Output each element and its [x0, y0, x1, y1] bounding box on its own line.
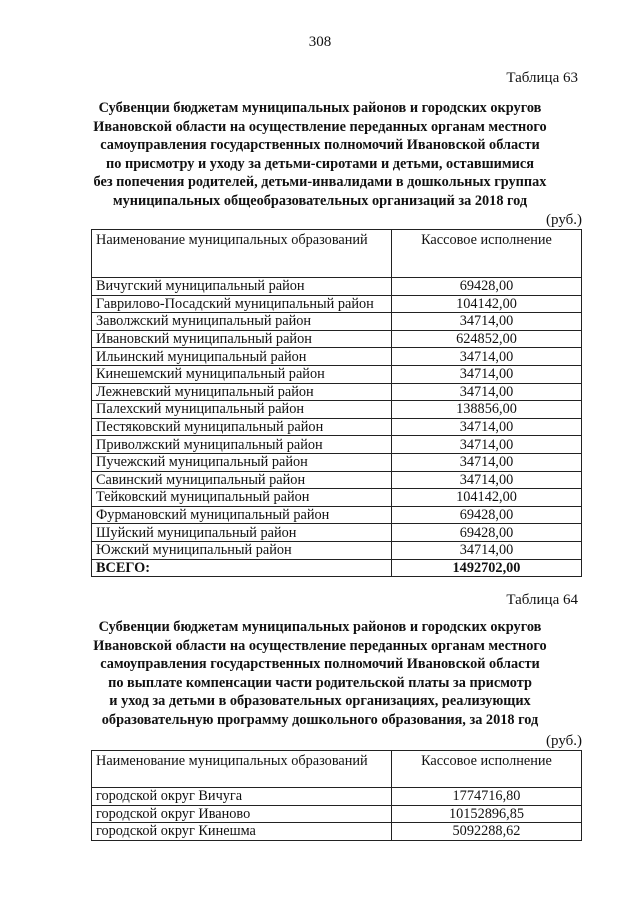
municipality-name-cell: Шуйский муниципальный район	[92, 524, 392, 542]
title-line: по присмотру и уходу за детьми-сиротами и детьми, оставшимися	[106, 155, 534, 172]
title-line: по выплате компенсации части родительской платы за присмотр	[108, 674, 532, 691]
amount-cell: 69428,00	[392, 278, 582, 296]
table-row	[92, 436, 582, 454]
title-line: Ивановской области на осуществление переданных органам местного	[93, 118, 547, 135]
title-line: образовательную программу дошкольного образования, за 2018 год	[101, 711, 539, 728]
municipality-name-cell: Заволжский муниципальный район	[92, 313, 392, 331]
municipality-name-cell: Ильинский муниципальный район	[92, 348, 392, 366]
municipality-name-cell: городской округ Иваново	[92, 805, 392, 823]
amount-cell: 624852,00	[392, 330, 582, 348]
municipality-name-cell: Тейковский муниципальный район	[92, 489, 392, 507]
amount-cell: 104142,00	[392, 295, 582, 313]
column-header-name: Наименование муниципальных образований	[92, 230, 392, 278]
unit-label: (руб.)	[546, 733, 582, 749]
total-row	[92, 559, 582, 577]
table-label: Таблица 64	[506, 592, 578, 608]
table-row	[92, 471, 582, 489]
title-line: Субвенции бюджетам муниципальных районов и городских округов	[98, 619, 542, 635]
unit-label: (руб.)	[546, 212, 582, 228]
municipality-name-cell: Пестяковский муниципальный район	[92, 418, 392, 436]
title-line: Ивановской области на осуществление переданных органам местного	[93, 637, 547, 654]
table-row	[92, 489, 582, 507]
total-amount-cell: 1492702,00	[392, 559, 582, 577]
table-row	[92, 330, 582, 348]
municipality-name-cell: Кинешемский муниципальный район	[92, 365, 392, 383]
table-row	[92, 278, 582, 296]
table-row	[92, 401, 582, 419]
table-title	[60, 99, 580, 210]
column-header-value: Кассовое исполнение	[392, 751, 582, 788]
table-header-row	[92, 230, 582, 278]
municipality-name-cell: городской округ Вичуга	[92, 788, 392, 806]
table-row	[92, 524, 582, 542]
municipality-name-cell: Южский муниципальный район	[92, 541, 392, 559]
table-row	[92, 805, 582, 823]
title-line: муниципальных общеобразовательных организаций за 2018 год	[112, 192, 528, 209]
amount-cell: 34714,00	[392, 436, 582, 454]
table-row	[92, 365, 582, 383]
table-title	[60, 618, 580, 729]
amount-cell: 104142,00	[392, 489, 582, 507]
amount-cell: 34714,00	[392, 453, 582, 471]
municipality-name-cell: Вичугский муниципальный район	[92, 278, 392, 296]
amount-cell: 69428,00	[392, 524, 582, 542]
table-row	[92, 506, 582, 524]
municipality-name-cell: Палехский муниципальный район	[92, 401, 392, 419]
column-header-value: Кассовое исполнение	[392, 230, 582, 278]
table-row	[92, 313, 582, 331]
amount-cell: 1774716,80	[392, 788, 582, 806]
table-row	[92, 383, 582, 401]
title-line: самоуправления государственных полномочий Ивановской области	[100, 137, 540, 153]
title-line: самоуправления государственных полномочий Ивановской области	[100, 656, 540, 672]
amount-cell: 34714,00	[392, 418, 582, 436]
amount-cell: 34714,00	[392, 365, 582, 383]
amount-cell: 34714,00	[392, 313, 582, 331]
municipality-name-cell: городской округ Кинешма	[92, 823, 392, 841]
table-row	[92, 788, 582, 806]
amount-cell: 34714,00	[392, 348, 582, 366]
municipality-name-cell: Лежневский муниципальный район	[92, 383, 392, 401]
municipality-name-cell: Приволжский муниципальный район	[92, 436, 392, 454]
title-line: Субвенции бюджетам муниципальных районов и городских округов	[98, 100, 542, 116]
amount-cell: 138856,00	[392, 401, 582, 419]
amount-cell: 34714,00	[392, 383, 582, 401]
amount-cell: 10152896,85	[392, 805, 582, 823]
title-line: и уход за детьми в образовательных организациях, реализующих	[109, 693, 531, 709]
municipality-name-cell: Ивановский муниципальный район	[92, 330, 392, 348]
table-row	[92, 453, 582, 471]
table-row	[92, 541, 582, 559]
municipality-name-cell: Фурмановский муниципальный район	[92, 506, 392, 524]
page-number: 308	[308, 34, 332, 50]
table-row	[92, 348, 582, 366]
data-table	[91, 750, 582, 841]
table-label: Таблица 63	[506, 70, 578, 86]
municipality-name-cell: Гаврилово-Посадский муниципальный район	[92, 295, 392, 313]
amount-cell: 5092288,62	[392, 823, 582, 841]
table-row	[92, 295, 582, 313]
data-table	[91, 229, 582, 577]
table-row	[92, 418, 582, 436]
amount-cell: 69428,00	[392, 506, 582, 524]
title-line: без попечения родителей, детьми-инвалидами в дошкольных группах	[93, 174, 547, 190]
table-row	[92, 823, 582, 841]
table-header-row	[92, 751, 582, 788]
amount-cell: 34714,00	[392, 471, 582, 489]
municipality-name-cell: Савинский муниципальный район	[92, 471, 392, 489]
total-label-cell: ВСЕГО:	[92, 559, 392, 577]
column-header-name: Наименование муниципальных образований	[92, 751, 392, 788]
amount-cell: 34714,00	[392, 541, 582, 559]
municipality-name-cell: Пучежский муниципальный район	[92, 453, 392, 471]
